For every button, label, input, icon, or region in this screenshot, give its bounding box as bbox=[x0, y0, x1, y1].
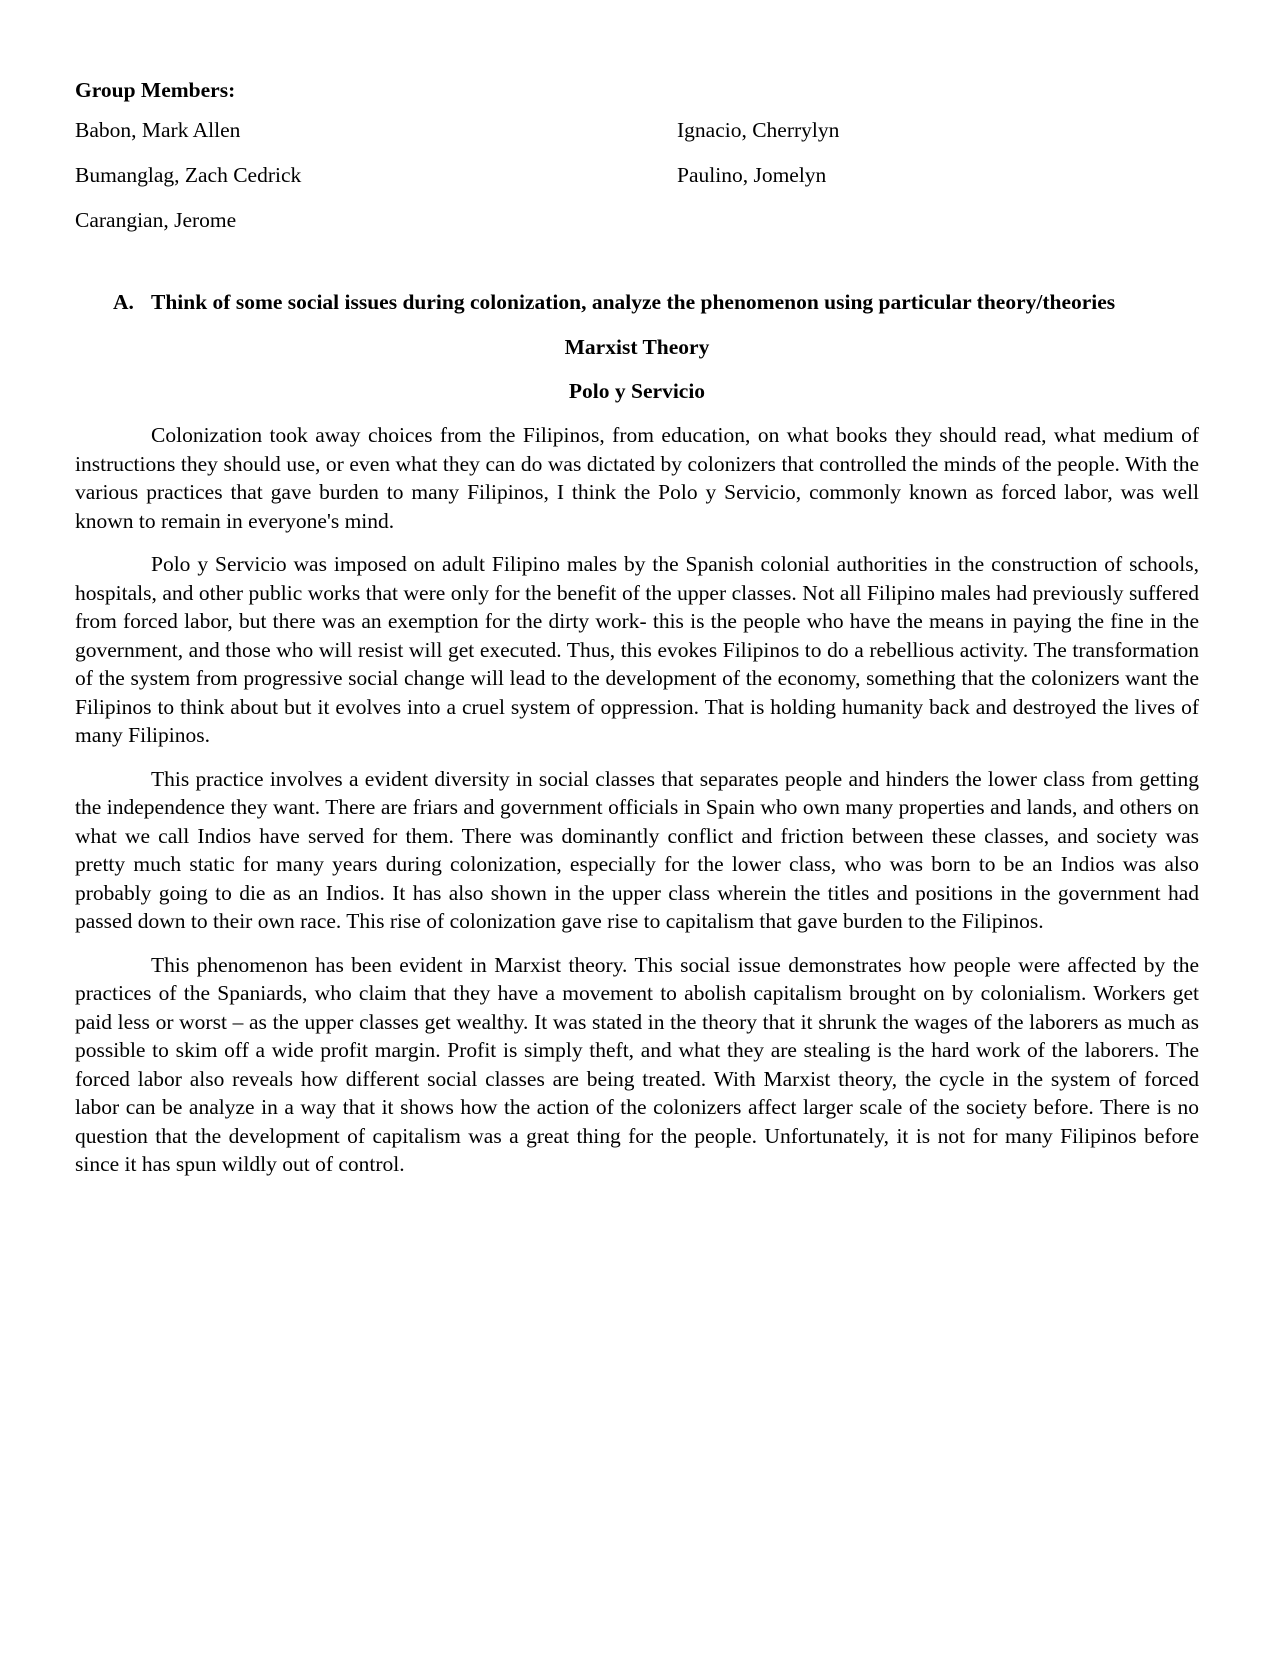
group-members-list bbox=[75, 110, 1199, 245]
member-name: Babon, Mark Allen bbox=[75, 118, 241, 142]
member-name: Paulino, Jomelyn bbox=[677, 163, 827, 187]
question-text: Think of some social issues during colonization, analyze the phenomenon using particular theory/theories bbox=[151, 290, 1116, 314]
member-name: Carangian, Jerome bbox=[75, 208, 237, 232]
topic-title: Polo y Servicio bbox=[568, 379, 706, 403]
body-paragraph: This phenomenon has been evident in Marxist theory. This social issue demonstrates how people were affected by the practices of the Spaniards, who claim that they have a movement to abolish capitalism brought on by colonialism. Workers get paid less or worst – as the upper classes get wealthy. It was stated in the theory that it shrunk the wages of the laborers as much as possible to skim off a wide profit margin. Profit is simply theft, and what they are stealing is the hard work of the laborers. The forced labor also reveals how different social classes are being treated. With Marxist theory, the cycle in the system of forced labor can be analyze in a way that it shows how the action of the colonizers affect larger scale of the society before. There is no question that the development of capitalism was a great thing for the people. Unfortunately, it is not for many Filipinos before since it has spun wildly out of control. bbox=[75, 952, 1199, 1176]
document-page bbox=[75, 70, 1199, 1179]
question-marker: A. bbox=[113, 290, 134, 314]
theory-title: Marxist Theory bbox=[564, 335, 710, 359]
body-paragraph: Colonization took away choices from the Filipinos, from education, on what books they should read, what medium of instructions they should use, or even what they can do was dictated by colonizers that controlled the minds of the people. With the various practices that gave burden to many Filipinos, I think the Polo y Servicio, commonly known as forced labor, was well known to remain in everyone's mind. bbox=[75, 423, 1199, 533]
body-paragraph: This practice involves a evident diversity in social classes that separates people and hinders the lower class from getting the independence they want. There are friars and government officials in Spain who own many properties and lands, and others on what we call Indios have served for them. There was dominantly conflict and friction between these classes, and society was pretty much static for many years during colonization, especially for the lower class, who was born to be an Indios was also probably going to die as an Indios. It has also shown in the upper class wherein the titles and positions in the government had passed down to their own race. This rise of colonization gave rise to capitalism that gave burden to the Filipinos. bbox=[75, 766, 1199, 933]
group-members-heading: Group Members: bbox=[75, 78, 236, 102]
member-name: Bumanglag, Zach Cedrick bbox=[75, 163, 302, 187]
question-heading bbox=[75, 287, 1199, 317]
body-paragraph: Polo y Servicio was imposed on adult Filipino males by the Spanish colonial authorities in the construction of schools, hospitals, and other public works that were only for the benefit of the upper classes. Not all Filipino males had previously suffered from forced labor, but there was an exemption for the dirty work- this is the people who have the means in paying the fine in the government, and those who will resist will get executed. Thus, this evokes Filipinos to do a rebellious activity. The transformation of the system from progressive social change will lead to the development of the economy, something that the colonizers want the Filipinos to think about but it evolves into a cruel system of oppression. That is holding humanity back and destroyed the lives of many Filipinos. bbox=[75, 552, 1199, 747]
member-name: Ignacio, Cherrylyn bbox=[677, 118, 840, 142]
